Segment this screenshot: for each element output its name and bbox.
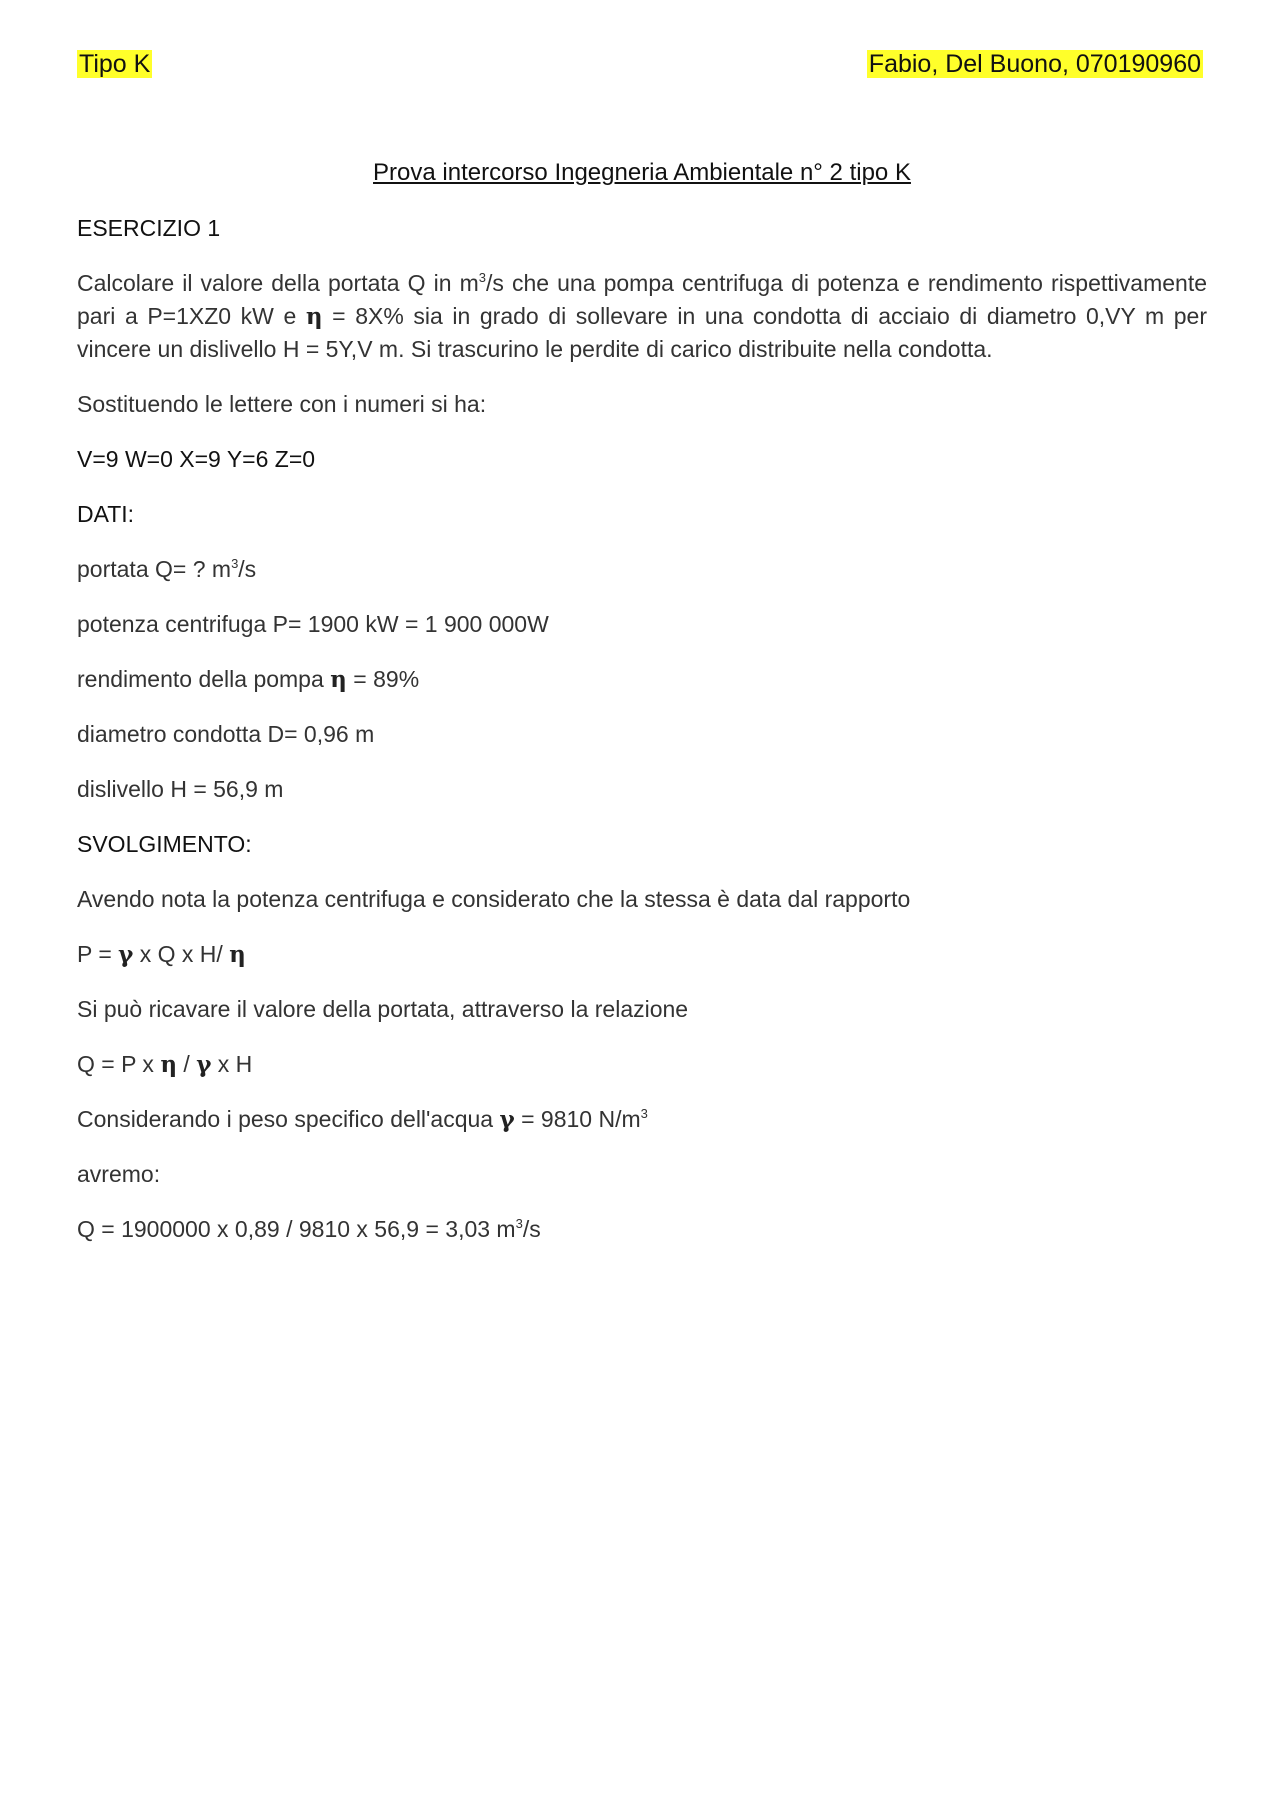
formula1-a: P = [77,941,119,967]
values-line: V=9 W=0 X=9 Y=6 Z=0 [77,446,316,472]
formula-power [77,938,1207,971]
avremo-line: avremo: [77,1161,161,1187]
specific-weight [77,1103,1207,1136]
problem-text-3: = 8X% sia in grado di sollevare in una condotta di acciaio di diametro 0,VY m per vincere un dislivello H = 5Y,V m. Si trascurino le perdite di carico distribuite nella condotta. [77,303,1208,362]
result-superscript: 3 [515,1216,523,1231]
data-portata [77,553,1207,586]
formula-flow [77,1048,1207,1081]
portata-pre: portata Q= ? m [77,556,232,582]
portata-superscript: 3 [231,556,239,571]
solution-heading: SVOLGIMENTO: [77,831,252,857]
data-dislivello: dislivello H = 56,9 m [77,776,284,802]
formula2-c: x H [211,1051,253,1077]
substitution-intro: Sostituendo le lettere con i numeri si ha: [77,391,487,417]
header-type-label [77,48,152,80]
result-a: Q = 1900000 x 0,89 / 9810 x 56,9 = 3,03 m [77,1216,516,1242]
problem-text-2: /s che una pompa centrifuga di potenza e rendimento rispettivamente pari a P=1XZ0 kW e [77,270,1207,329]
gamma-symbol: γ [118,941,134,968]
header-author-label [867,48,1203,80]
rendimento-pre: rendimento della pompa [77,666,331,692]
peso-a: Considerando i peso specifico dell'acqua [77,1106,500,1132]
formula2-a: Q = P x [77,1051,161,1077]
eta-symbol: η [305,303,323,330]
header-type-text: Tipo K [79,50,151,78]
data-rendimento [77,663,1207,696]
solution-intro: Avendo nota la potenza centrifuga e considerato che la stessa è data dal rapporto [77,886,911,912]
result-line [77,1213,1207,1246]
eta-symbol: η [160,1051,178,1078]
document-body [77,157,1207,1268]
formula2-b: / [177,1051,197,1077]
formula1-b: x Q x H/ [133,941,230,967]
data-heading: DATI: [77,501,135,527]
data-diametro: diametro condotta D= 0,96 m [77,721,375,747]
problem-text-1: Calcolare il valore della portata Q in m [77,270,479,296]
gamma-symbol: γ [499,1106,515,1133]
gamma-symbol: γ [196,1051,212,1078]
problem-statement [77,267,1207,366]
eta-symbol: η [330,666,347,693]
eta-symbol: η [229,941,246,968]
peso-b: = 9810 N/m [514,1106,641,1132]
exercise-heading: ESERCIZIO 1 [77,215,221,241]
result-b: /s [522,1216,541,1242]
portata-post: /s [238,556,257,582]
problem-superscript: 3 [478,270,486,285]
solution-derive: Si può ricavare il valore della portata, attraverso la relazione [77,996,689,1022]
header-author-text: Fabio, Del Buono, 070190960 [868,50,1201,78]
rendimento-post: = 89% [346,666,420,692]
data-potenza: potenza centrifuga P= 1900 kW = 1 900 000W [77,611,549,637]
document-title: Prova intercorso Ingegneria Ambientale n° 2 tipo K [373,159,911,186]
peso-superscript: 3 [640,1106,648,1121]
